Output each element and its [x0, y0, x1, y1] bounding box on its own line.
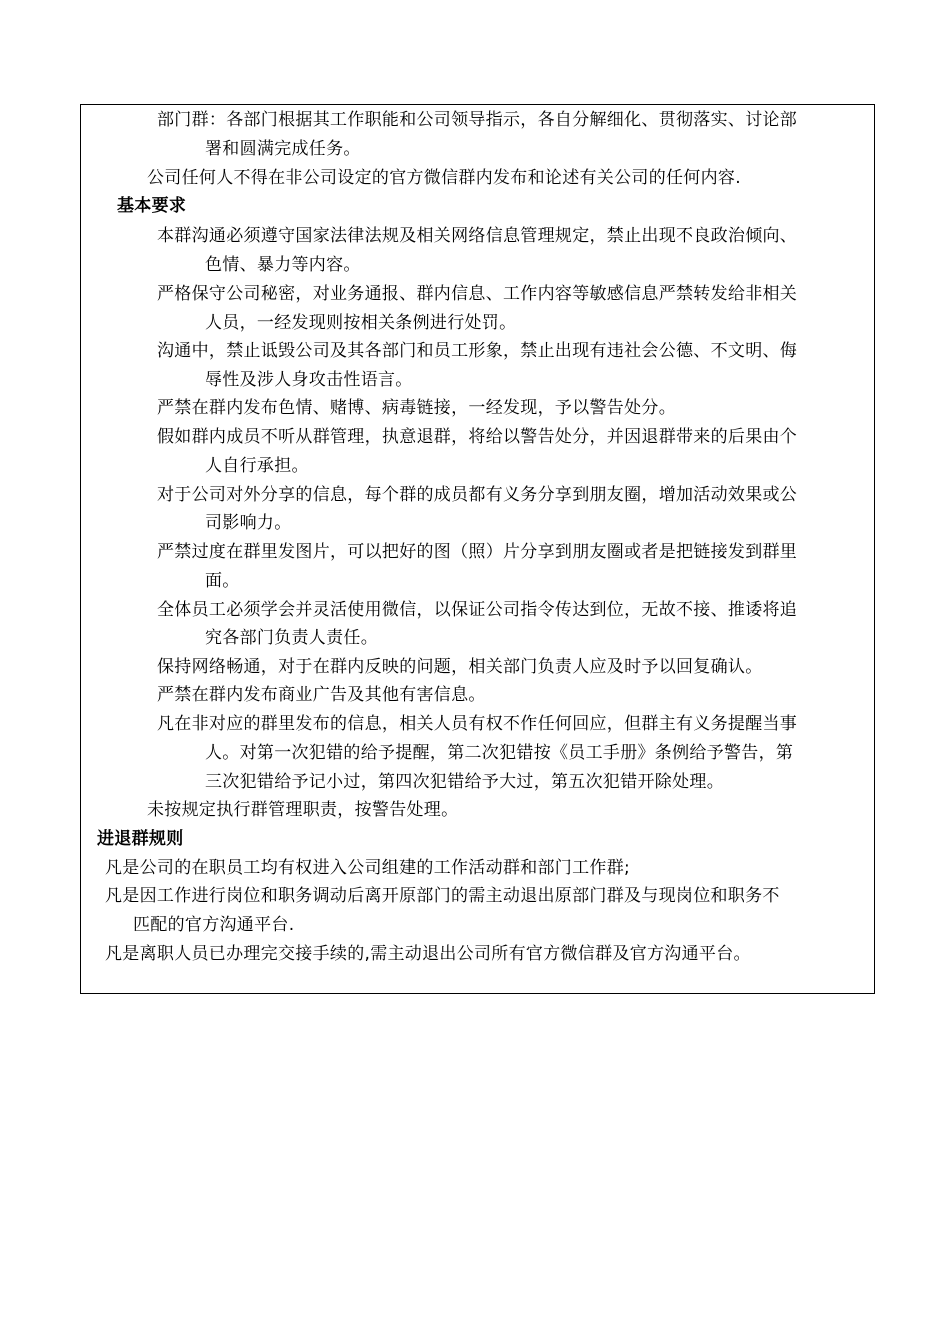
- requirement-11-line3: 三次犯错给予记小过，第四次犯错给予大过，第五次犯错开除处理。: [205, 772, 724, 792]
- dept-group-line1: 部门群：各部门根据其工作职能和公司领导指示，各自分解细化、贯彻落实、讨论部: [157, 110, 798, 130]
- requirement-5-line1: 假如群内成员不听从群管理，执意退群，将给以警告处分，并因退群带来的后果由个: [157, 427, 798, 447]
- requirement-10-line1: 严禁在群内发布商业广告及其他有害信息。: [157, 685, 486, 705]
- join-leave-rules-heading: 进退群规则: [97, 829, 184, 849]
- requirement-1-line1: 本群沟通必须遵守国家法律法规及相关网络信息管理规定，禁止出现不良政治倾向、: [157, 226, 798, 246]
- requirement-2-line1: 严格保守公司秘密，对业务通报、群内信息、工作内容等敏感信息严禁转发给非相关: [157, 284, 798, 304]
- requirement-7-line2: 面。: [205, 571, 240, 591]
- no-unofficial-posting: 公司任何人不得在非公司设定的官方微信群内发布和论述有关公司的任何内容.: [147, 168, 741, 188]
- basic-requirements-heading: 基本要求: [117, 196, 187, 216]
- requirement-4-line1: 严禁在群内发布色情、赌博、病毒链接，一经发现，予以警告处分。: [157, 398, 676, 418]
- join-rule-1: 凡是公司的在职员工均有权进入公司组建的工作活动群和部门工作群;: [105, 858, 631, 878]
- requirement-1-line2: 色情、暴力等内容。: [205, 255, 361, 275]
- requirement-11-line2: 人。对第一次犯错的给予提醒，第二次犯错按《员工手册》条例给予警告，第: [205, 743, 794, 763]
- requirement-7-line1: 严禁过度在群里发图片，可以把好的图（照）片分享到朋友圈或者是把链接发到群里: [157, 542, 798, 562]
- requirement-2-line2: 人员，一经发现则按相关条例进行处罚。: [205, 313, 517, 333]
- requirement-8-line2: 究各部门负责人责任。: [205, 628, 378, 648]
- requirement-6-line1: 对于公司对外分享的信息，每个群的成员都有义务分享到朋友圈，增加活动效果或公: [157, 485, 798, 505]
- requirement-9-line1: 保持网络畅通，对于在群内反映的问题，相关部门负责人应及时予以回复确认。: [157, 657, 763, 677]
- requirement-3-line1: 沟通中，禁止诋毁公司及其各部门和员工形象，禁止出现有违社会公德、不文明、侮: [157, 341, 798, 361]
- join-rule-2-line1: 凡是因工作进行岗位和职务调动后离开原部门的需主动退出原部门群及与现岗位和职务不: [105, 886, 780, 906]
- requirement-8-line1: 全体员工必须学会并灵活使用微信，以保证公司指令传达到位，无故不接、推诿将追: [157, 600, 798, 620]
- penalty-note: 未按规定执行群管理职责，按警告处理。: [147, 800, 459, 820]
- requirement-5-line2: 人自行承担。: [205, 456, 309, 476]
- requirement-3-line2: 辱性及涉人身攻击性语言。: [205, 370, 413, 390]
- requirement-6-line2: 司影响力。: [205, 513, 292, 533]
- join-rule-3: 凡是离职人员已办理完交接手续的,需主动退出公司所有官方微信群及官方沟通平台。: [105, 944, 751, 964]
- dept-group-line2: 署和圆满完成任务。: [205, 139, 361, 159]
- requirement-11-line1: 凡在非对应的群里发布的信息，相关人员有权不作任何回应，但群主有义务提醒当事: [157, 714, 798, 734]
- join-rule-2-line2: 匹配的官方沟通平台.: [133, 915, 295, 935]
